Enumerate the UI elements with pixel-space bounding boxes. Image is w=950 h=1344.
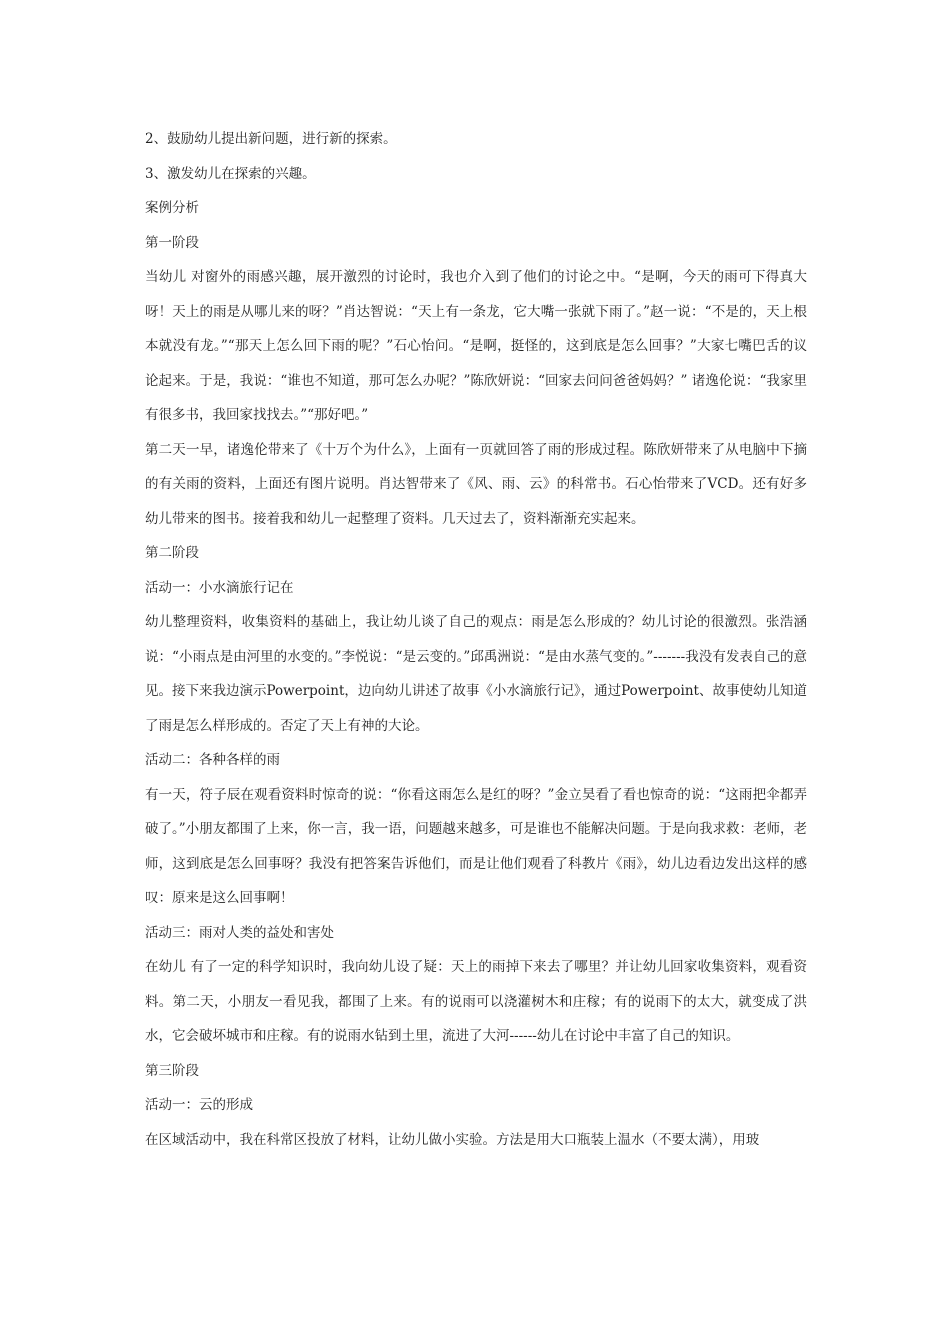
stage-heading-2: 第二阶段 <box>145 545 199 561</box>
activity-heading-3: 活动三：雨对人类的益处和害处 <box>145 924 334 941</box>
stage-heading-3: 第三阶段 <box>145 1062 199 1079</box>
activity-heading-2: 活动二：各种各样的雨 <box>145 752 280 768</box>
stage-1-paragraph-1: 当幼儿 对窗外的雨感兴趣，展开激烈的讨论时，我也介入到了他们的讨论之中。“是啊，今天的雨可下得真大呀！天上的雨是从哪儿来的呀？”肖达智说：“天上有一条龙，它大嘴一张就下雨了。”赵一说：“不是的，天上根本就没有龙。”“那天上怎么回下雨的呢？”石心怡问。“是啊，挺怪的，这到底是怎么回事？”大家七嘴巴舌的议论起来。于是，我说：“谁也不知道，那可怎么办呢？”陈欣妍说：“回家去问问爸爸妈妈？” 诸逸伦说：“我家里有很多书，我回家找找去。”“那好吧。” <box>145 269 807 423</box>
goal-item-3: 3、激发幼儿在探索的兴趣。 <box>145 165 316 182</box>
section-heading-case-analysis: 案例分析 <box>145 200 199 216</box>
stage-heading-1: 第一阶段 <box>145 234 199 251</box>
activity-2-paragraph: 有一天，符子辰在观看资料时惊奇的说：“你看这雨怎么是红的呀？”金立昊看了看也惊奇的说：“这雨把伞都弄破了。”小朋友都围了上来，你一言，我一语，问题越来越多，可是谁也不能解决问题。于是向我求救：老师，老师，这到底是怎么回事呀？我没有把答案告诉他们，而是让他们观看了科教片《雨》，幼儿边看边发出这样的感叹：原来是这么回事啊！ <box>145 786 807 906</box>
stage-3-activity-1-paragraph: 在区域活动中，我在科常区投放了材料，让幼儿做小实验。方法是用大口瓶装上温水（不要太满），用玻 <box>145 1131 760 1148</box>
goal-item-2: 2、鼓励幼儿提出新问题，进行新的探索。 <box>145 131 397 147</box>
document-body <box>145 122 807 1157</box>
activity-3-paragraph: 在幼儿 有了一定的科学知识时，我向幼儿设了疑：天上的雨掉下来去了哪里？并让幼儿回家收集资料，观看资料。第二天，小朋友一看见我，都围了上来。有的说雨可以浇灌树木和庄稼；有的说雨下的太大，就变成了洪水，它会破坏城市和庄稼。有的说雨水钻到土里，流进了大河------幼儿在讨论中丰富了自己的知识。 <box>145 959 807 1044</box>
stage-1-paragraph-2: 第二天一早，诸逸伦带来了《十万个为什么》，上面有一页就回答了雨的形成过程。陈欣妍带来了从电脑中下摘的有关雨的资料，上面还有图片说明。肖达智带来了《风、雨、云》的科常书。石心怡带来了VCD。还有好多幼儿带来的图书。接着我和幼儿一起整理了资料。几天过去了，资料渐渐充实起来。 <box>145 441 807 527</box>
activity-1-paragraph: 幼儿整理资料，收集资料的基础上，我让幼儿谈了自己的观点：雨是怎么形成的？幼儿讨论的很激烈。张浩涵说：“小雨点是由河里的水变的。”李悦说：“是云变的。”邱禹洲说：“是由水蒸气变的。”-------我没有发表自己的意见。接下来我边演示Powerpoint，边向幼儿讲述了故事《小水滴旅行记》，通过Powerpoint、故事使幼儿知道了雨是怎么样形成的。否定了天上有神的大论。 <box>145 614 807 734</box>
activity-heading-1: 活动一：小水滴旅行记在 <box>145 579 294 596</box>
stage-3-activity-heading-1: 活动一：云的形成 <box>145 1097 253 1113</box>
